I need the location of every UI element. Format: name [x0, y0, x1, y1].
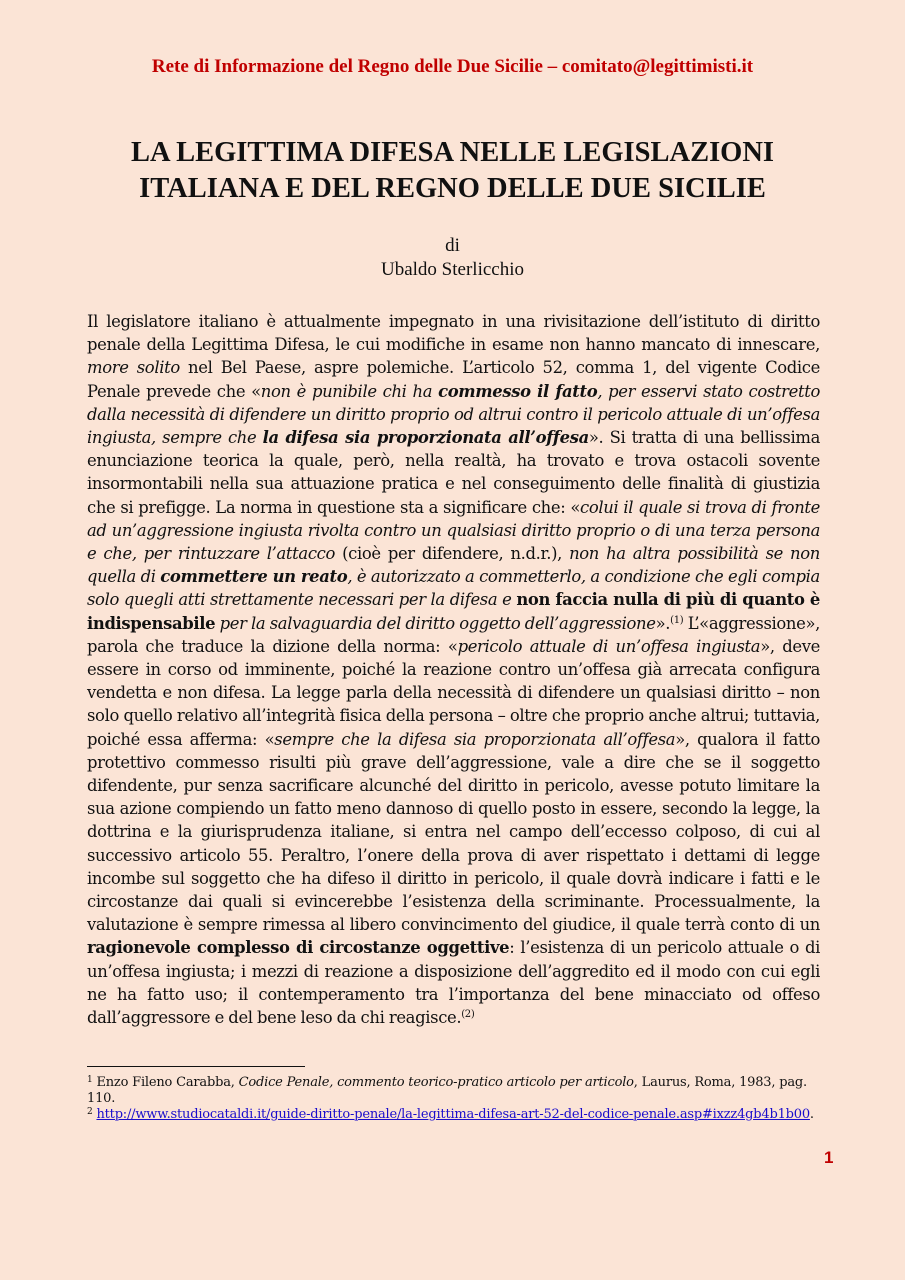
title-line-1: LA LEGITTIMA DIFESA NELLE LEGISLAZIONI: [130, 137, 775, 168]
quote-italic: sempre che la difesa sia proporzionata all’offesa: [274, 729, 676, 749]
document-title: [60, 135, 845, 207]
quote-italic: non è punibile chi ha: [260, 381, 439, 401]
body-text-bold: ragionevole complesso di circostanze oggettive: [87, 938, 510, 958]
body-text: : l’esistenza di un pericolo attuale o di un’offesa ingiusta; i mezzi di reazione a disposizione dell’aggredito ed il modo con cui egli ne ha fatto uso; il contemperamento tra l’importanza del bene minacciato od offeso dall’aggressore e del bene leso da chi reagisce.: [87, 938, 820, 1028]
footnote-book-title: Codice Penale, commento teorico-pratico articolo per articolo: [238, 1075, 634, 1090]
footnotes: [87, 1075, 820, 1123]
body-text: ».: [655, 613, 671, 633]
footnote-mark-1: 1: [87, 1075, 93, 1085]
quote-italic: non ha altra possibilità se non quella di: [87, 544, 820, 587]
footnote-text: , Laurus, Roma, 1983, pag. 110.: [87, 1075, 807, 1106]
quote-bold: non faccia nulla di più di quanto è indispensabile: [87, 590, 821, 633]
quote-bold: commettere un reato: [160, 567, 348, 587]
byline-di: di: [445, 235, 460, 256]
footnote-ref-1[interactable]: (1): [670, 614, 684, 626]
footnote-2: [87, 1107, 820, 1123]
quote-italic: , per esservi stato costretto dalla necessità di difendere un diritto proprio od altrui contro il pericolo attuale di un’offesa ingiusta, sempre che: [87, 381, 820, 448]
quote-italic: colui il quale si trova di fronte ad un’aggressione ingiusta rivolta contro un qualsiasi diritto proprio o di una terza persona e che, per rintuzzare l’attacco: [87, 497, 820, 564]
body-text: », deve essere in corso od imminente, poiché la reazione contro un’offesa già arrecata configura vendetta e non difesa. La legge parla della necessità di difendere un qualsiasi diritto – non solo quello relativo all’integrità fisica della persona – oltre che proprio anche altrui; tuttavia, poiché essa afferma: «: [87, 636, 820, 749]
quote-italic: , è autorizzato a commetterlo, a condizione che egli compia solo quegli atti strettamente necessari per la difesa e: [87, 567, 820, 610]
page-header: Rete di Informazione del Regno delle Due Sicilie – comitato@legittimisti.it: [151, 56, 754, 77]
body-paragraph: [87, 310, 820, 1029]
byline: [0, 234, 905, 282]
quote-italic: per la salvaguardia del diritto oggetto dell’aggressione: [215, 613, 656, 633]
quote-bold: la difesa sia proporzionata all’offesa: [262, 428, 589, 448]
footnote-ref-2[interactable]: (2): [461, 1009, 475, 1021]
page-number: 1: [824, 1148, 834, 1167]
footnote-mark-2: 2: [87, 1107, 93, 1117]
body-text: L’«aggressione», parola che traduce la dizione della norma: «: [87, 613, 821, 656]
quote-bold: commesso il fatto: [438, 381, 598, 401]
body-text-italic: more solito: [87, 358, 180, 378]
body-text: Il legislatore italiano è attualmente impegnato in una rivisitazione dell’istituto di diritto penale della Legittima Difesa, le cui modifiche in esame non hanno mancato di innescare,: [87, 312, 820, 355]
footnote-text: Enzo Fileno Carabba,: [92, 1075, 239, 1090]
body-text: », qualora il fatto protettivo commesso risulti più grave dell’aggressione, vale a dire che se il soggetto difendente, pur senza sacrificare alcunché del diritto in pericolo, avesse potuto limitare la sua azione compiendo un fatto meno dannoso di quello posto in essere, secondo la legge, la dottrina e la giurisprudenza italiane, si entra nel campo dell’eccesso colposo, di cui al successivo articolo 55. Peraltro, l’onere della prova di aver rispettato i dettami di legge incombe sul soggetto che ha difeso il diritto in pericolo, il quale dovrà indicare i fatti e le circostanze dai quali si evincerebbe l’esistenza della scriminante. Processualmente, la valutazione è sempre rimessa al libero convincimento del giudice, il quale terrà conto di un: [87, 729, 820, 935]
body-text: nel Bel Paese, aspre polemiche. L’articolo 52, comma 1, del vigente Codice Penale prevede che «: [87, 358, 820, 401]
author-name: Ubaldo Sterlicchio: [381, 259, 524, 280]
footnote-divider: [87, 1066, 305, 1067]
footnote-text: .: [809, 1107, 814, 1122]
body-text: ». Si tratta di una bellissima enunciazione teorica la quale, però, nella realtà, ha trovato e trova ostacoli sovente insormontabili nella sua attuazione pratica e nel conseguimento delle finalità di giustizia che si prefigge. La norma in questione sta a significare che: «: [87, 428, 821, 517]
footnote-link[interactable]: http://www.studiocataldi.it/guide-diritto-penale/la-legittima-difesa-art-52-del-codice-penale.asp#ixzz4gb4b1b00: [96, 1107, 810, 1122]
footnote-1: [87, 1075, 820, 1107]
quote-italic: pericolo attuale di un’offesa ingiusta: [457, 636, 761, 656]
body-text: (cioè per difendere, n.d.r.),: [335, 544, 570, 564]
title-line-2: ITALIANA E DEL REGNO DELLE DUE SICILIE: [139, 173, 766, 204]
